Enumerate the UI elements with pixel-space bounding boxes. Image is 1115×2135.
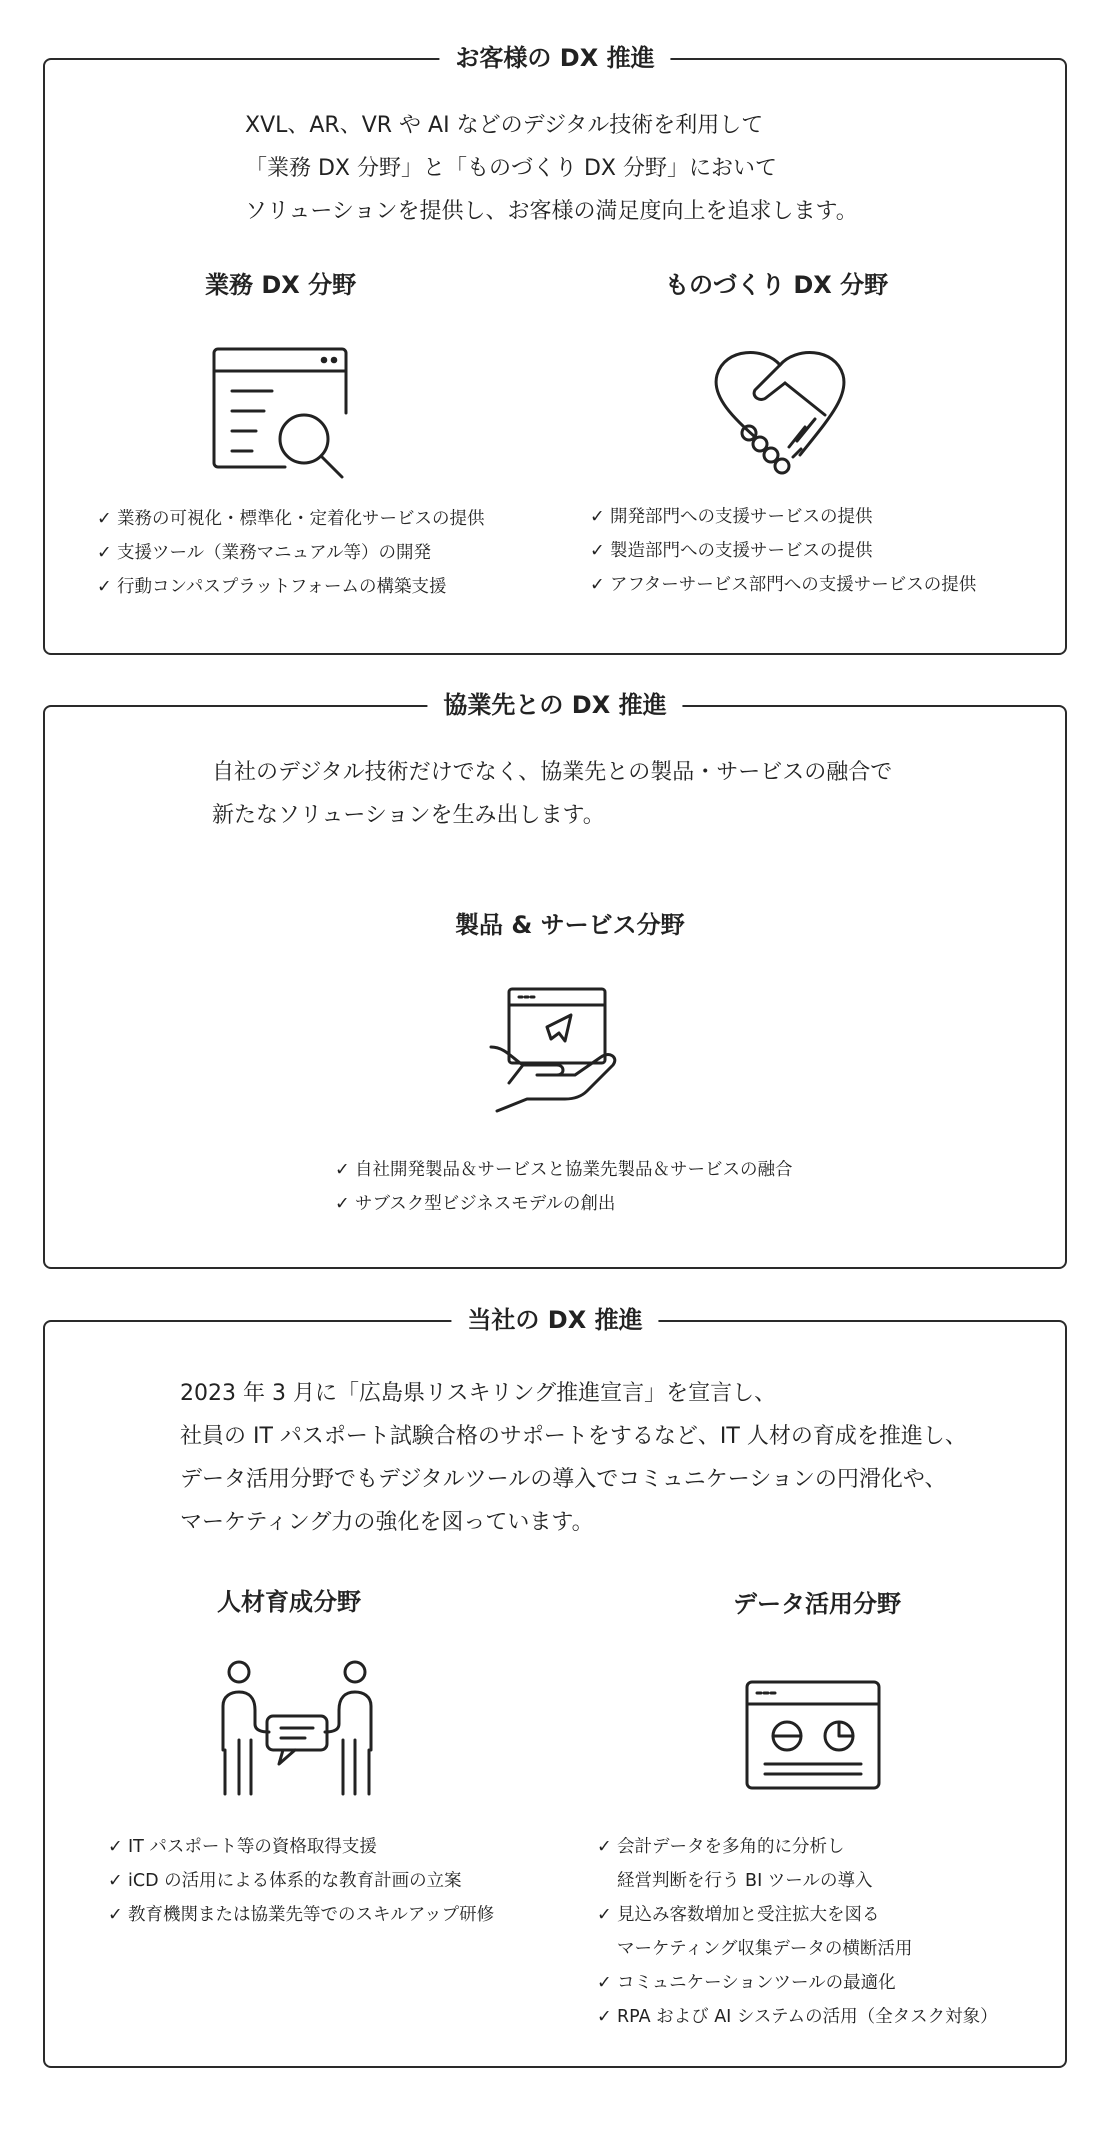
list-item: ✓ RPA および AI システムの活用（全タスク対象） bbox=[597, 2007, 998, 2027]
manufacturing-service-list bbox=[590, 500, 976, 602]
list-item: ✓ iCD の活用による体系的な教育計画の立案 bbox=[108, 1871, 462, 1891]
hand-holding-window-icon bbox=[487, 985, 627, 1115]
panel-title: お客様の DX 推進 bbox=[439, 40, 670, 76]
list-item: ✓ IT パスポート等の資格取得支援 bbox=[108, 1837, 377, 1857]
list-item: ✓ 支援ツール（業務マニュアル等）の開発 bbox=[97, 543, 431, 563]
list-item: ✓ 会計データを多角的に分析し 経営判断を行う BI ツールの導入 bbox=[597, 1837, 873, 1891]
handshake-heart-icon bbox=[705, 345, 855, 480]
intro-line: マーケティング力の強化を図っています。 bbox=[180, 1510, 594, 1535]
list-item: ✓ アフターサービス部門への支援サービスの提供 bbox=[590, 575, 977, 595]
document-search-icon bbox=[210, 345, 350, 480]
intro-text bbox=[245, 104, 858, 233]
products-service-list bbox=[335, 1153, 793, 1221]
field-title-manufacturing: ものづくり DX 分野 bbox=[665, 271, 889, 299]
list-item: ✓ 開発部門への支援サービスの提供 bbox=[590, 507, 873, 527]
list-item: ✓ 製造部門への支援サービスの提供 bbox=[590, 541, 873, 561]
list-item: ✓ サブスク型ビジネスモデルの創出 bbox=[335, 1194, 616, 1214]
dashboard-window-icon bbox=[743, 1678, 883, 1793]
list-item: ✓ 業務の可視化・標準化・定着化サービスの提供 bbox=[97, 509, 485, 529]
intro-line: XVL、AR、VR や AI などのデジタル技術を利用して bbox=[245, 113, 764, 138]
intro-line: ソリューションを提供し、お客様の満足度向上を追求します。 bbox=[245, 199, 858, 224]
list-item: ✓ 教育機関または協業先等でのスキルアップ研修 bbox=[108, 1905, 495, 1925]
field-title-products: 製品 & サービス分野 bbox=[455, 911, 685, 939]
field-title-business: 業務 DX 分野 bbox=[205, 271, 357, 299]
company-dx-panel bbox=[43, 1306, 1067, 2068]
data-utilization-list bbox=[597, 1830, 998, 2034]
business-service-list bbox=[97, 502, 485, 604]
field-title-data: データ活用分野 bbox=[733, 1590, 901, 1618]
intro-line: 自社のデジタル技術だけでなく、協業先との製品・サービスの融合で bbox=[212, 760, 893, 785]
list-item: ✓ 行動コンパスプラットフォームの構築支援 bbox=[97, 577, 447, 597]
intro-line: 「業務 DX 分野」と「ものづくり DX 分野」において bbox=[245, 156, 777, 181]
list-item: ✓ コミュニケーションツールの最適化 bbox=[597, 1973, 896, 1993]
intro-line: データ活用分野でもデジタルツールの導入でコミュニケーションの円滑化や、 bbox=[180, 1467, 947, 1492]
intro-line: 社員の IT パスポート試験合格のサポートをするなど、IT 人材の育成を推進し、 bbox=[180, 1424, 967, 1449]
field-title-hr: 人材育成分野 bbox=[217, 1588, 361, 1616]
intro-text bbox=[180, 1372, 967, 1544]
intro-line: 2023 年 3 月に「広島県リスキリング推進宣言」を宣言し、 bbox=[180, 1381, 777, 1406]
intro-line: 新たなソリューションを生み出します。 bbox=[212, 803, 605, 828]
list-item: ✓ 自社開発製品＆サービスと協業先製品＆サービスの融合 bbox=[335, 1160, 793, 1180]
partner-dx-panel bbox=[43, 691, 1067, 1269]
hr-development-list bbox=[108, 1830, 494, 1932]
two-people-chat-icon bbox=[217, 1660, 377, 1800]
panel-title: 協業先との DX 推進 bbox=[427, 687, 682, 723]
panel-title: 当社の DX 推進 bbox=[451, 1302, 658, 1338]
customer-dx-panel bbox=[43, 44, 1067, 655]
list-item: ✓ 見込み客数増加と受注拡大を図る マーケティング収集データの横断活用 bbox=[597, 1905, 913, 1959]
intro-text bbox=[212, 751, 892, 837]
